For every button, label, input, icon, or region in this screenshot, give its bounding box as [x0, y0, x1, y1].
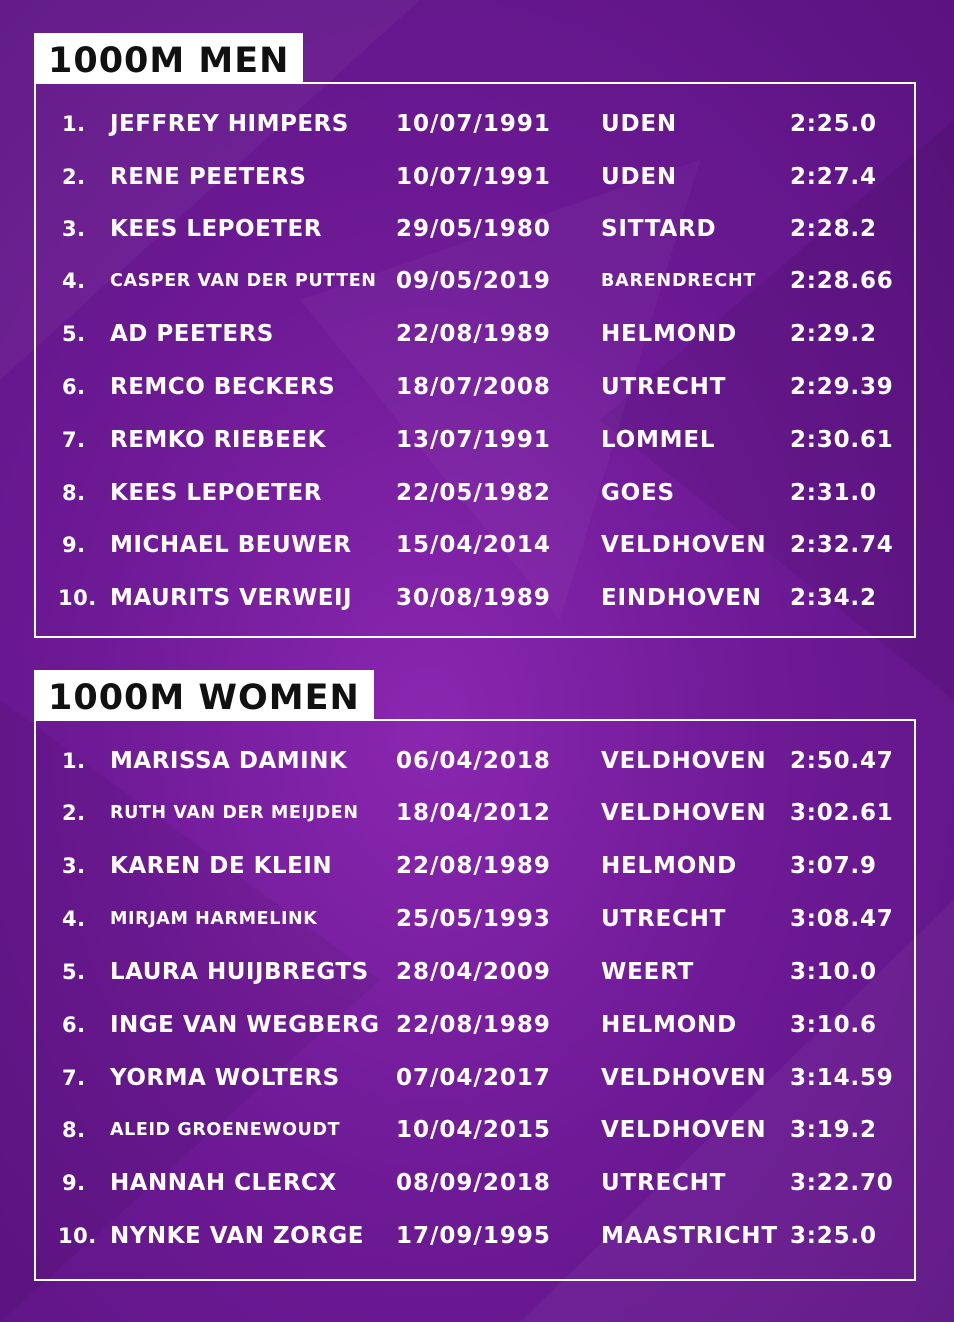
table-row	[36, 1110, 918, 1150]
men-title: 1000M MEN	[34, 33, 303, 83]
athlete-name: RUTH VAN DER MEIJDEN	[110, 803, 359, 823]
athlete-name: MAURITS VERWEIJ	[110, 585, 353, 611]
place: SITTARD	[601, 216, 717, 242]
athlete-name: LAURA HUIJBREGTS	[110, 959, 369, 985]
place: UDEN	[601, 111, 677, 137]
athlete-name: ALEID GROENEWOUDT	[110, 1120, 341, 1140]
date: 09/05/2019	[396, 268, 551, 294]
women-table-frame	[34, 719, 916, 1281]
date: 22/08/1989	[396, 853, 551, 879]
time: 3:07.9	[790, 853, 877, 879]
place: EINDHOVEN	[601, 585, 762, 611]
date: 28/04/2009	[396, 959, 551, 985]
rank: 4.	[62, 907, 86, 931]
athlete-name: KEES LEPOETER	[110, 216, 322, 242]
athlete-name: RENE PEETERS	[110, 164, 307, 190]
rank: 9.	[62, 1171, 86, 1195]
time: 2:25.0	[790, 111, 877, 137]
place: LOMMEL	[601, 427, 716, 453]
table-row	[36, 525, 918, 565]
place: UTRECHT	[601, 906, 727, 932]
place: UTRECHT	[601, 1170, 727, 1196]
table-row	[36, 1216, 918, 1256]
date: 10/07/1991	[396, 111, 551, 137]
table-row	[36, 1163, 918, 1203]
athlete-name: MARISSA DAMINK	[110, 748, 348, 774]
rank: 6.	[62, 1013, 86, 1037]
date: 22/08/1989	[396, 1012, 551, 1038]
table-row	[36, 1005, 918, 1045]
rank: 8.	[62, 481, 86, 505]
time: 2:34.2	[790, 585, 877, 611]
date: 22/05/1982	[396, 480, 551, 506]
date: 10/04/2015	[396, 1117, 551, 1143]
place: HELMOND	[601, 1012, 737, 1038]
place: MAASTRICHT	[601, 1223, 778, 1249]
time: 2:32.74	[790, 532, 894, 558]
athlete-name: AD PEETERS	[110, 321, 274, 347]
rank: 8.	[62, 1118, 86, 1142]
men-section	[34, 33, 916, 639]
women-title: 1000M WOMEN	[34, 670, 374, 720]
date: 10/07/1991	[396, 164, 551, 190]
date: 15/04/2014	[396, 532, 551, 558]
date: 06/04/2018	[396, 748, 551, 774]
place: UTRECHT	[601, 374, 727, 400]
place: UDEN	[601, 164, 677, 190]
athlete-name: JEFFREY HIMPERS	[110, 111, 349, 137]
rank: 1.	[62, 112, 86, 136]
table-row	[36, 846, 918, 886]
table-row	[36, 314, 918, 354]
date: 22/08/1989	[396, 321, 551, 347]
date: 13/07/1991	[396, 427, 551, 453]
time: 3:02.61	[790, 800, 894, 826]
athlete-name: KEES LEPOETER	[110, 480, 322, 506]
rank: 1.	[62, 749, 86, 773]
place: VELDHOVEN	[601, 1117, 767, 1143]
time: 2:27.4	[790, 164, 877, 190]
table-row	[36, 209, 918, 249]
athlete-name: MICHAEL BEUWER	[110, 532, 352, 558]
rank: 6.	[62, 375, 86, 399]
table-row	[36, 1058, 918, 1098]
table-row	[36, 899, 918, 939]
time: 3:22.70	[790, 1170, 894, 1196]
date: 17/09/1995	[396, 1223, 551, 1249]
table-row	[36, 420, 918, 460]
place: BARENDRECHT	[601, 271, 757, 291]
table-row	[36, 104, 918, 144]
time: 3:10.6	[790, 1012, 877, 1038]
date: 18/04/2012	[396, 800, 551, 826]
time: 3:10.0	[790, 959, 877, 985]
women-section	[34, 670, 916, 1282]
athlete-name: INGE VAN WEGBERG	[110, 1012, 380, 1038]
time: 2:50.47	[790, 748, 894, 774]
athlete-name: KAREN DE KLEIN	[110, 853, 333, 879]
rank: 7.	[62, 428, 86, 452]
table-row	[36, 793, 918, 833]
rank: 2.	[62, 165, 86, 189]
table-row	[36, 157, 918, 197]
place: HELMOND	[601, 321, 737, 347]
place: VELDHOVEN	[601, 748, 767, 774]
date: 18/07/2008	[396, 374, 551, 400]
table-row	[36, 741, 918, 781]
table-row	[36, 473, 918, 513]
rank: 5.	[62, 960, 86, 984]
time: 2:31.0	[790, 480, 877, 506]
rank: 2.	[62, 801, 86, 825]
rank: 10.	[58, 1224, 97, 1248]
athlete-name: NYNKE VAN ZORGE	[110, 1223, 365, 1249]
place: GOES	[601, 480, 675, 506]
table-row	[36, 367, 918, 407]
rank: 3.	[62, 217, 86, 241]
time: 2:29.39	[790, 374, 894, 400]
time: 3:25.0	[790, 1223, 877, 1249]
time: 2:29.2	[790, 321, 877, 347]
athlete-name: CASPER VAN DER PUTTEN	[110, 271, 377, 291]
date: 29/05/1980	[396, 216, 551, 242]
place: VELDHOVEN	[601, 1065, 767, 1091]
date: 30/08/1989	[396, 585, 551, 611]
date: 25/05/1993	[396, 906, 551, 932]
rank: 7.	[62, 1066, 86, 1090]
rank: 9.	[62, 533, 86, 557]
date: 07/04/2017	[396, 1065, 551, 1091]
place: WEERT	[601, 959, 695, 985]
rank: 10.	[58, 586, 97, 610]
athlete-name: REMCO BECKERS	[110, 374, 336, 400]
place: VELDHOVEN	[601, 532, 767, 558]
table-row	[36, 952, 918, 992]
athlete-name: REMKO RIEBEEK	[110, 427, 326, 453]
time: 3:08.47	[790, 906, 894, 932]
athlete-name: MIRJAM HARMELINK	[110, 909, 318, 929]
table-row	[36, 578, 918, 618]
time: 2:28.2	[790, 216, 877, 242]
time: 2:30.61	[790, 427, 894, 453]
time: 2:28.66	[790, 268, 894, 294]
place: HELMOND	[601, 853, 737, 879]
rank: 5.	[62, 322, 86, 346]
date: 08/09/2018	[396, 1170, 551, 1196]
time: 3:14.59	[790, 1065, 894, 1091]
rank: 3.	[62, 854, 86, 878]
place: VELDHOVEN	[601, 800, 767, 826]
table-row	[36, 261, 918, 301]
athlete-name: YORMA WOLTERS	[110, 1065, 340, 1091]
time: 3:19.2	[790, 1117, 877, 1143]
men-table-frame	[34, 82, 916, 638]
athlete-name: HANNAH CLERCX	[110, 1170, 337, 1196]
rank: 4.	[62, 269, 86, 293]
